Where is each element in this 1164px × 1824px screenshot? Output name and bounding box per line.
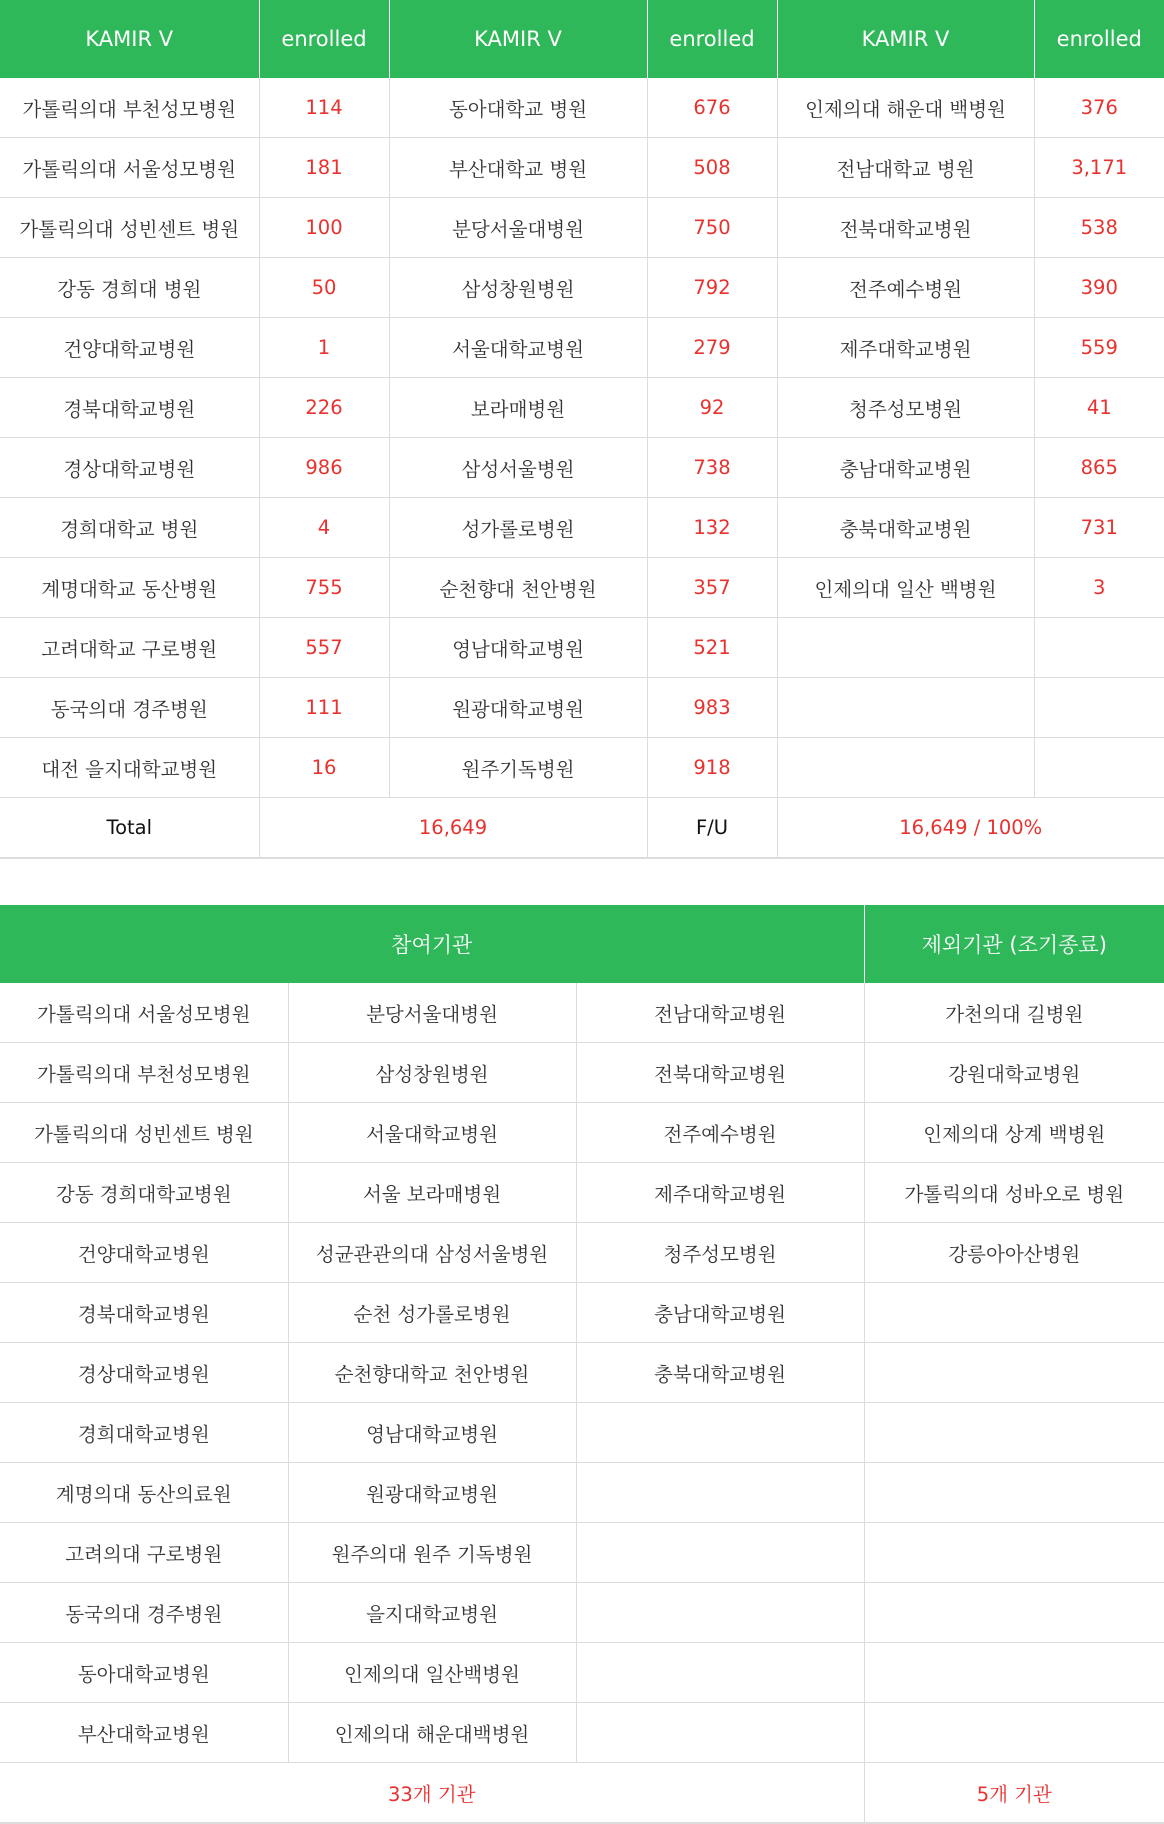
enrolled-count: 918 bbox=[647, 738, 777, 798]
institution-header-row bbox=[0, 905, 1164, 983]
enrolled-count: 731 bbox=[1034, 498, 1164, 558]
enrolled-count bbox=[1034, 618, 1164, 678]
participating-institution: 가톨릭의대 서울성모병원 bbox=[0, 983, 288, 1043]
participating-institution: 전남대학교병원 bbox=[576, 983, 864, 1043]
participating-institution: 경북대학교병원 bbox=[0, 1283, 288, 1343]
hospital-name: 충남대학교병원 bbox=[777, 438, 1034, 498]
participating-institution: 가톨릭의대 성빈센트 병원 bbox=[0, 1103, 288, 1163]
participating-institution: 전주예수병원 bbox=[576, 1103, 864, 1163]
header-enrolled: enrolled bbox=[1034, 0, 1164, 78]
total-row bbox=[0, 798, 1164, 859]
enrolled-count: 4 bbox=[259, 498, 389, 558]
participating-institution: 경희대학교병원 bbox=[0, 1403, 288, 1463]
total-value: 16,649 bbox=[259, 798, 647, 859]
participating-institution: 성균관관의대 삼성서울병원 bbox=[288, 1223, 576, 1283]
hospital-name: 원광대학교병원 bbox=[389, 678, 647, 738]
hospital-name: 순천향대 천안병원 bbox=[389, 558, 647, 618]
header-kamir: KAMIR V bbox=[0, 0, 259, 78]
enrolled-count: 3,171 bbox=[1034, 138, 1164, 198]
table-row bbox=[0, 983, 1164, 1043]
header-enrolled: enrolled bbox=[259, 0, 389, 78]
enrolled-count: 750 bbox=[647, 198, 777, 258]
enrollment-body bbox=[0, 78, 1164, 798]
table-row bbox=[0, 1523, 1164, 1583]
participating-institution: 인제의대 해운대백병원 bbox=[288, 1703, 576, 1763]
excluded-institution: 강릉아아산병원 bbox=[864, 1223, 1164, 1283]
enrolled-count: 50 bbox=[259, 258, 389, 318]
enrolled-count: 16 bbox=[259, 738, 389, 798]
participating-institution: 제주대학교병원 bbox=[576, 1163, 864, 1223]
participating-institution bbox=[576, 1463, 864, 1523]
participating-institution: 건양대학교병원 bbox=[0, 1223, 288, 1283]
participating-institution: 분당서울대병원 bbox=[288, 983, 576, 1043]
header-enrolled: enrolled bbox=[647, 0, 777, 78]
hospital-name: 청주성모병원 bbox=[777, 378, 1034, 438]
hospital-name: 경상대학교병원 bbox=[0, 438, 259, 498]
participating-institution: 충남대학교병원 bbox=[576, 1283, 864, 1343]
table-row bbox=[0, 1703, 1164, 1763]
hospital-name: 삼성서울병원 bbox=[389, 438, 647, 498]
enrolled-count: 508 bbox=[647, 138, 777, 198]
hospital-name: 가톨릭의대 부천성모병원 bbox=[0, 78, 259, 138]
participating-institution: 서울 보라매병원 bbox=[288, 1163, 576, 1223]
enrolled-count: 114 bbox=[259, 78, 389, 138]
participating-institution bbox=[576, 1703, 864, 1763]
participating-institution: 경상대학교병원 bbox=[0, 1343, 288, 1403]
enrolled-count: 792 bbox=[647, 258, 777, 318]
hospital-name: 건양대학교병원 bbox=[0, 318, 259, 378]
excluded-header: 제외기관 (조기종료) bbox=[864, 905, 1164, 983]
institution-table bbox=[0, 905, 1164, 1824]
enrolled-count: 226 bbox=[259, 378, 389, 438]
table-row bbox=[0, 1403, 1164, 1463]
participating-institution: 서울대학교병원 bbox=[288, 1103, 576, 1163]
enrolled-count: 983 bbox=[647, 678, 777, 738]
hospital-name: 삼성창원병원 bbox=[389, 258, 647, 318]
table-row bbox=[0, 1163, 1164, 1223]
excluded-institution: 강원대학교병원 bbox=[864, 1043, 1164, 1103]
enrolled-count: 559 bbox=[1034, 318, 1164, 378]
enrollment-header-row bbox=[0, 0, 1164, 78]
fu-value: 16,649 / 100% bbox=[777, 798, 1164, 859]
participating-institution: 강동 경희대학교병원 bbox=[0, 1163, 288, 1223]
hospital-name: 강동 경희대 병원 bbox=[0, 258, 259, 318]
enrolled-count: 92 bbox=[647, 378, 777, 438]
table-row bbox=[0, 1223, 1164, 1283]
enrolled-count: 279 bbox=[647, 318, 777, 378]
participating-institution: 부산대학교병원 bbox=[0, 1703, 288, 1763]
excluded-institution bbox=[864, 1523, 1164, 1583]
table-row bbox=[0, 1343, 1164, 1403]
hospital-name bbox=[777, 678, 1034, 738]
excluded-institution: 가톨릭의대 성바오로 병원 bbox=[864, 1163, 1164, 1223]
enrolled-count: 557 bbox=[259, 618, 389, 678]
table-row bbox=[0, 618, 1164, 678]
hospital-name: 보라매병원 bbox=[389, 378, 647, 438]
hospital-name: 가톨릭의대 성빈센트 병원 bbox=[0, 198, 259, 258]
participating-institution: 가톨릭의대 부천성모병원 bbox=[0, 1043, 288, 1103]
participating-institution bbox=[576, 1523, 864, 1583]
hospital-name bbox=[777, 618, 1034, 678]
excluded-institution bbox=[864, 1703, 1164, 1763]
hospital-name: 서울대학교병원 bbox=[389, 318, 647, 378]
table-row bbox=[0, 258, 1164, 318]
fu-label: F/U bbox=[647, 798, 777, 859]
participating-institution: 계명의대 동산의료원 bbox=[0, 1463, 288, 1523]
participating-institution: 원광대학교병원 bbox=[288, 1463, 576, 1523]
excluded-institution bbox=[864, 1343, 1164, 1403]
hospital-name: 전북대학교병원 bbox=[777, 198, 1034, 258]
enrolled-count: 111 bbox=[259, 678, 389, 738]
hospital-name bbox=[777, 738, 1034, 798]
participating-institution: 을지대학교병원 bbox=[288, 1583, 576, 1643]
participating-institution bbox=[576, 1583, 864, 1643]
enrolled-count: 865 bbox=[1034, 438, 1164, 498]
participating-institution: 삼성창원병원 bbox=[288, 1043, 576, 1103]
header-kamir: KAMIR V bbox=[777, 0, 1034, 78]
table-row bbox=[0, 498, 1164, 558]
hospital-name: 인제의대 일산 백병원 bbox=[777, 558, 1034, 618]
table-row bbox=[0, 438, 1164, 498]
count-row bbox=[0, 1763, 1164, 1824]
participating-institution: 원주의대 원주 기독병원 bbox=[288, 1523, 576, 1583]
hospital-name: 계명대학교 동산병원 bbox=[0, 558, 259, 618]
hospital-name: 제주대학교병원 bbox=[777, 318, 1034, 378]
enrolled-count: 132 bbox=[647, 498, 777, 558]
enrolled-count: 41 bbox=[1034, 378, 1164, 438]
enrolled-count: 738 bbox=[647, 438, 777, 498]
total-label: Total bbox=[0, 798, 259, 859]
excluded-institution bbox=[864, 1283, 1164, 1343]
hospital-name: 영남대학교병원 bbox=[389, 618, 647, 678]
enrolled-count: 390 bbox=[1034, 258, 1164, 318]
excluded-institution bbox=[864, 1463, 1164, 1523]
participating-institution: 영남대학교병원 bbox=[288, 1403, 576, 1463]
table-row bbox=[0, 558, 1164, 618]
enrolled-count: 676 bbox=[647, 78, 777, 138]
hospital-name: 고려대학교 구로병원 bbox=[0, 618, 259, 678]
enrolled-count: 357 bbox=[647, 558, 777, 618]
enrolled-count: 3 bbox=[1034, 558, 1164, 618]
table-row bbox=[0, 1103, 1164, 1163]
table-row bbox=[0, 198, 1164, 258]
enrolled-count: 986 bbox=[259, 438, 389, 498]
enrolled-count: 376 bbox=[1034, 78, 1164, 138]
participating-count: 33개 기관 bbox=[0, 1763, 864, 1824]
participating-institution: 동아대학교병원 bbox=[0, 1643, 288, 1703]
table-row bbox=[0, 1463, 1164, 1523]
enrolled-count: 181 bbox=[259, 138, 389, 198]
table-row bbox=[0, 78, 1164, 138]
table-row bbox=[0, 678, 1164, 738]
enrolled-count: 538 bbox=[1034, 198, 1164, 258]
header-kamir: KAMIR V bbox=[389, 0, 647, 78]
participating-institution bbox=[576, 1643, 864, 1703]
table-row bbox=[0, 138, 1164, 198]
table-row bbox=[0, 1283, 1164, 1343]
excluded-institution bbox=[864, 1403, 1164, 1463]
table-row bbox=[0, 1043, 1164, 1103]
participating-institution bbox=[576, 1403, 864, 1463]
participating-institution: 인제의대 일산백병원 bbox=[288, 1643, 576, 1703]
hospital-name: 인제의대 해운대 백병원 bbox=[777, 78, 1034, 138]
enrollment-table bbox=[0, 0, 1164, 859]
excluded-institution bbox=[864, 1583, 1164, 1643]
table-row bbox=[0, 378, 1164, 438]
table-row bbox=[0, 318, 1164, 378]
participating-institution: 청주성모병원 bbox=[576, 1223, 864, 1283]
excluded-institution: 가천의대 길병원 bbox=[864, 983, 1164, 1043]
enrolled-count: 100 bbox=[259, 198, 389, 258]
hospital-name: 경희대학교 병원 bbox=[0, 498, 259, 558]
participating-header: 참여기관 bbox=[0, 905, 864, 983]
enrolled-count bbox=[1034, 678, 1164, 738]
participating-institution: 동국의대 경주병원 bbox=[0, 1583, 288, 1643]
hospital-name: 동국의대 경주병원 bbox=[0, 678, 259, 738]
participating-institution: 고려의대 구로병원 bbox=[0, 1523, 288, 1583]
hospital-name: 전남대학교 병원 bbox=[777, 138, 1034, 198]
excluded-institution bbox=[864, 1643, 1164, 1703]
enrolled-count: 1 bbox=[259, 318, 389, 378]
hospital-name: 동아대학교 병원 bbox=[389, 78, 647, 138]
hospital-name: 가톨릭의대 서울성모병원 bbox=[0, 138, 259, 198]
institution-body bbox=[0, 983, 1164, 1763]
participating-institution: 충북대학교병원 bbox=[576, 1343, 864, 1403]
hospital-name: 대전 을지대학교병원 bbox=[0, 738, 259, 798]
excluded-count: 5개 기관 bbox=[864, 1763, 1164, 1824]
hospital-name: 충북대학교병원 bbox=[777, 498, 1034, 558]
hospital-name: 전주예수병원 bbox=[777, 258, 1034, 318]
enrolled-count bbox=[1034, 738, 1164, 798]
participating-institution: 순천 성가롤로병원 bbox=[288, 1283, 576, 1343]
enrolled-count: 521 bbox=[647, 618, 777, 678]
enrolled-count: 755 bbox=[259, 558, 389, 618]
hospital-name: 부산대학교 병원 bbox=[389, 138, 647, 198]
hospital-name: 경북대학교병원 bbox=[0, 378, 259, 438]
excluded-institution: 인제의대 상계 백병원 bbox=[864, 1103, 1164, 1163]
table-row bbox=[0, 1643, 1164, 1703]
table-row bbox=[0, 738, 1164, 798]
hospital-name: 성가롤로병원 bbox=[389, 498, 647, 558]
participating-institution: 순천향대학교 천안병원 bbox=[288, 1343, 576, 1403]
hospital-name: 원주기독병원 bbox=[389, 738, 647, 798]
hospital-name: 분당서울대병원 bbox=[389, 198, 647, 258]
table-row bbox=[0, 1583, 1164, 1643]
participating-institution: 전북대학교병원 bbox=[576, 1043, 864, 1103]
